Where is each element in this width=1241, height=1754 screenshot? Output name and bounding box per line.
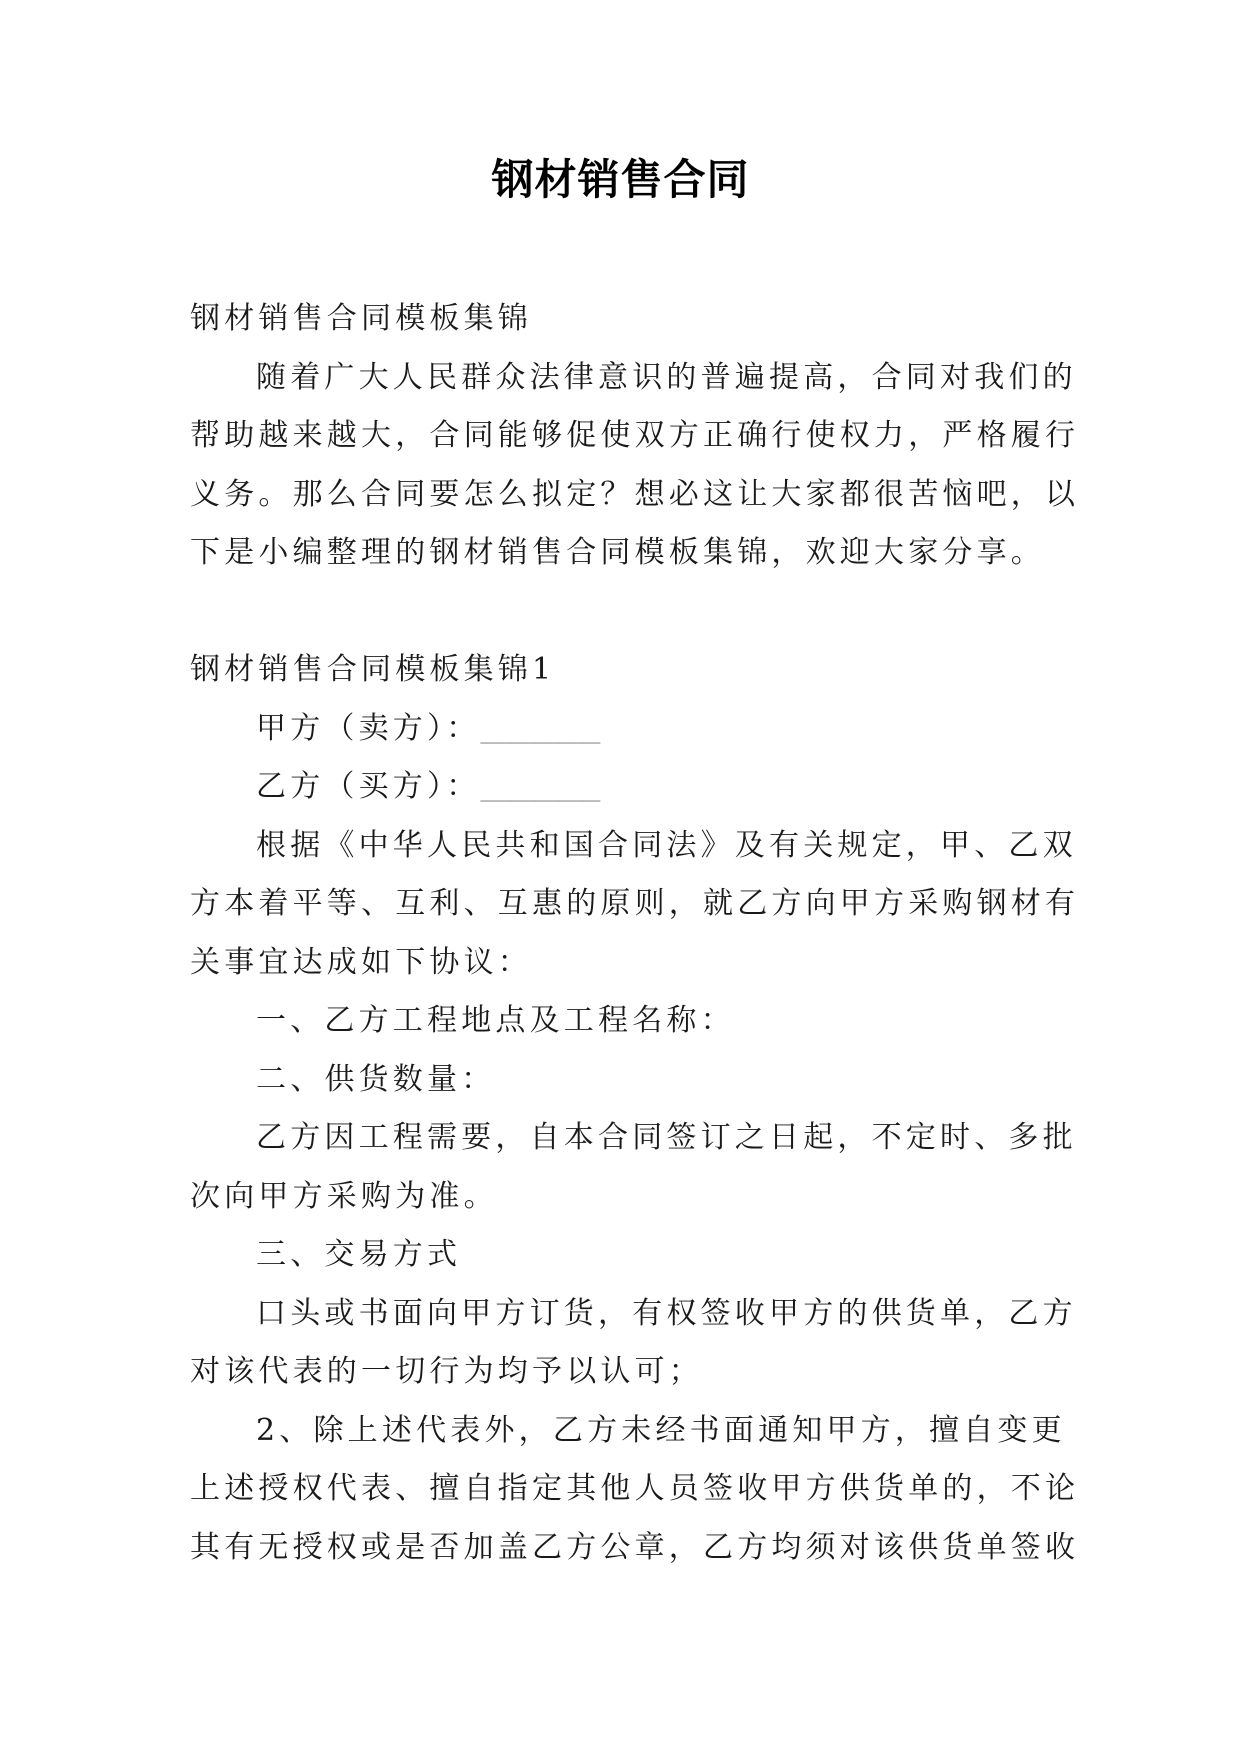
- paragraph-line: 根据《中华人民共和国合同法》及有关规定，甲、乙双: [256, 827, 1077, 863]
- paragraph-line: 次向甲方采购为准。: [190, 1178, 498, 1214]
- spacer: [190, 583, 1054, 642]
- party-a-blank: __________: [480, 715, 601, 744]
- clause-heading: 三、交易方式: [256, 1237, 462, 1272]
- paragraph-line: 义务。那么合同要怎么拟定？想必这让大家都很苦恼吧，以: [190, 476, 1080, 512]
- paragraph-line: 乙方因工程需要，自本合同签订之日起，不定时、多批: [256, 1120, 1077, 1155]
- paragraph-line: 2、除上述代表外，乙方未经书面通知甲方，擅自变更: [256, 1412, 1066, 1448]
- paragraph-line: 口头或书面向甲方订货，有权签收甲方的供货单，乙方: [256, 1295, 1077, 1331]
- paragraph-line: 下是小编整理的钢材销售合同模板集锦，欢迎大家分享。: [190, 535, 1045, 570]
- party-b-blank: __________: [480, 774, 601, 802]
- paragraph-line: 帮助越来越大，合同能够促使双方正确行使权力，严格履行: [190, 418, 1080, 453]
- document-title: 钢材销售合同: [491, 155, 750, 204]
- party-a-line: [190, 700, 1054, 759]
- section-heading: 钢材销售合同模板集锦1: [190, 652, 556, 687]
- paragraph-line: 对该代表的一切行为均予以认可；: [190, 1354, 703, 1389]
- paragraph-line: 其有无授权或是否加盖乙方公章，乙方均须对该供货单签收: [190, 1529, 1080, 1565]
- paragraph-line: 随着广大人民群众法律意识的普遍提高，合同对我们的: [256, 359, 1077, 395]
- paragraph-line: 方本着平等、互利、互惠的原则，就乙方向甲方采购钢材有: [190, 886, 1080, 921]
- paragraph-line: 关事宜达成如下协议：: [190, 944, 532, 980]
- party-b-label: 乙方（买方）：: [256, 769, 481, 804]
- party-b-line: [190, 758, 1054, 817]
- paragraph-line: 上述授权代表、擅自指定其他人员签收甲方供货单的，不论: [190, 1471, 1080, 1506]
- party-a-label: 甲方（卖方）：: [256, 710, 481, 746]
- document-body: [190, 290, 1080, 1577]
- clause-heading: 一、乙方工程地点及工程名称：: [256, 1003, 735, 1038]
- section-heading: 钢材销售合同模板集锦: [190, 301, 532, 336]
- clause-heading: 二、供货数量：: [256, 1061, 496, 1097]
